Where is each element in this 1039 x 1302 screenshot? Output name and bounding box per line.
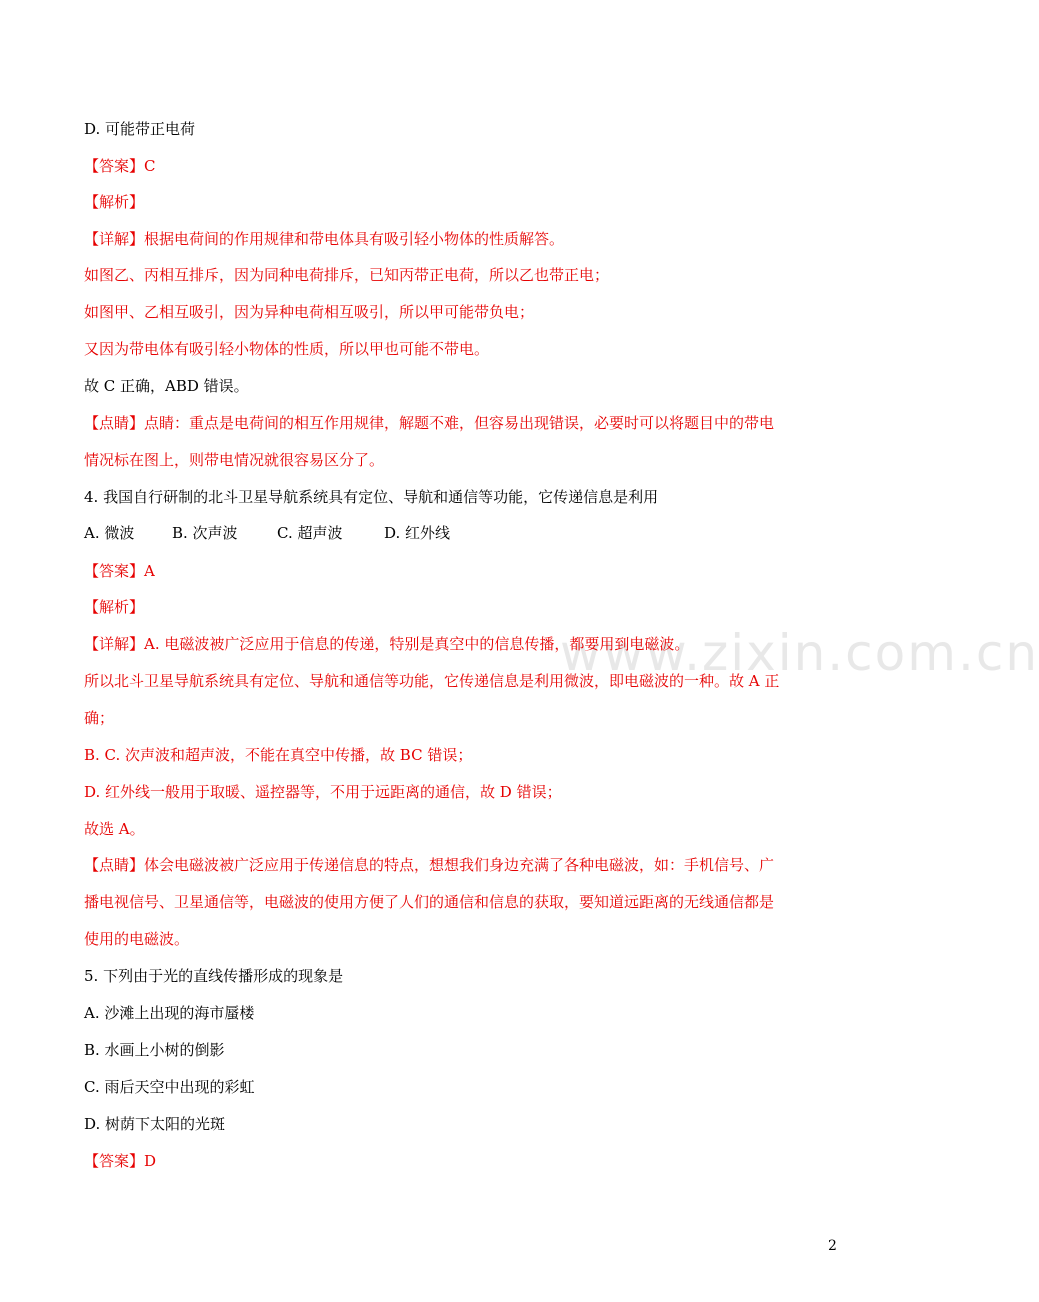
q4-comment [84, 855, 774, 875]
q4-options [84, 523, 450, 543]
q3-detail-line-3: 又因为带电体有吸引轻小物体的性质，所以甲也可能不带电。 [84, 340, 490, 358]
q3-detail [84, 229, 564, 249]
analysis-tag: 【解析】 [84, 598, 145, 616]
answer-value: D [144, 1152, 157, 1170]
q4-answer [84, 561, 155, 581]
q4-stem: 4. 我国自行研制的北斗卫星导航系统具有定位、导航和通信等功能，它传递信息是利用 [84, 488, 659, 506]
q3-comment [84, 413, 774, 433]
comment-text: 体会电磁波被广泛应用于传递信息的特点，想想我们身边充满了各种电磁波，如：手机信号、广 [144, 856, 775, 874]
q3-conclusion: 故 C 正确，ABD 错误。 [84, 377, 249, 395]
q4-option-d: D. 红外线 [384, 524, 451, 542]
comment-tag: 【点睛】 [84, 856, 145, 874]
q4-detail-line-5: D. 红外线一般用于取暖、遥控器等，不用于远距离的通信，故 D 错误； [84, 783, 562, 801]
answer-tag: 【答案】 [84, 1152, 145, 1170]
detail-text: A. 电磁波被广泛应用于信息的传递，特别是真空中的信息传播，都要用到电磁波。 [144, 635, 690, 653]
q4-option-a: A. 微波 [84, 524, 135, 542]
q4-comment-line-2: 播电视信号、卫星通信等，电磁波的使用方便了人们的通信和信息的获取，要知道远距离的无线通信都是 [84, 893, 775, 911]
q4-comment-line-3: 使用的电磁波。 [84, 930, 190, 948]
q3-detail-line-2: 如图甲、乙相互吸引，因为异种电荷相互吸引，所以甲可能带负电； [84, 303, 535, 321]
q4-analysis-tag [84, 597, 144, 617]
q5-answer [84, 1151, 156, 1171]
q4-option-c: C. 超声波 [277, 524, 343, 542]
q5-option-a: A. 沙滩上出现的海市蜃楼 [84, 1004, 255, 1022]
q3-answer [84, 156, 156, 176]
q4-detail-line-2: 所以北斗卫星导航系统具有定位、导航和通信等功能，它传递信息是利用微波，即电磁波的一种。故 A 正 [84, 672, 780, 690]
q4-detail [84, 634, 689, 654]
q5-option-d: D. 树荫下太阳的光斑 [84, 1115, 226, 1133]
q3-option-d: D. 可能带正电荷 [84, 120, 196, 138]
q3-detail-line-1: 如图乙、丙相互排斥，因为同种电荷排斥，已知丙带正电荷，所以乙也带正电； [84, 266, 610, 284]
detail-text: 根据电荷间的作用规律和带电体具有吸引轻小物体的性质解答。 [144, 230, 565, 248]
comment-text: 点睛：重点是电荷间的相互作用规律，解题不难，但容易出现错误，必要时可以将题目中的带电 [144, 414, 775, 432]
q3-analysis-tag [84, 192, 144, 212]
q5-stem: 5. 下列由于光的直线传播形成的现象是 [84, 967, 344, 985]
q4-option-b: B. 次声波 [172, 524, 238, 542]
answer-value: A [144, 562, 155, 580]
answer-tag: 【答案】 [84, 562, 145, 580]
q5-option-b: B. 水画上小树的倒影 [84, 1041, 225, 1059]
q5-option-c: C. 雨后天空中出现的彩虹 [84, 1078, 255, 1096]
q4-detail-line-4: B. C. 次声波和超声波，不能在真空中传播，故 BC 错误； [84, 746, 473, 764]
comment-tag: 【点睛】 [84, 414, 145, 432]
watermark: www.zixin.com.cn [560, 624, 1039, 682]
detail-tag: 【详解】 [84, 230, 145, 248]
q4-detail-line-3: 确； [84, 709, 115, 727]
q4-conclusion: 故选 A。 [84, 820, 145, 838]
detail-tag: 【详解】 [84, 635, 145, 653]
answer-value: C [144, 157, 156, 175]
answer-tag: 【答案】 [84, 157, 145, 175]
page-number: 2 [828, 1238, 837, 1254]
q3-comment-line-2: 情况标在图上，则带电情况就很容易区分了。 [84, 451, 385, 469]
analysis-tag: 【解析】 [84, 193, 145, 211]
